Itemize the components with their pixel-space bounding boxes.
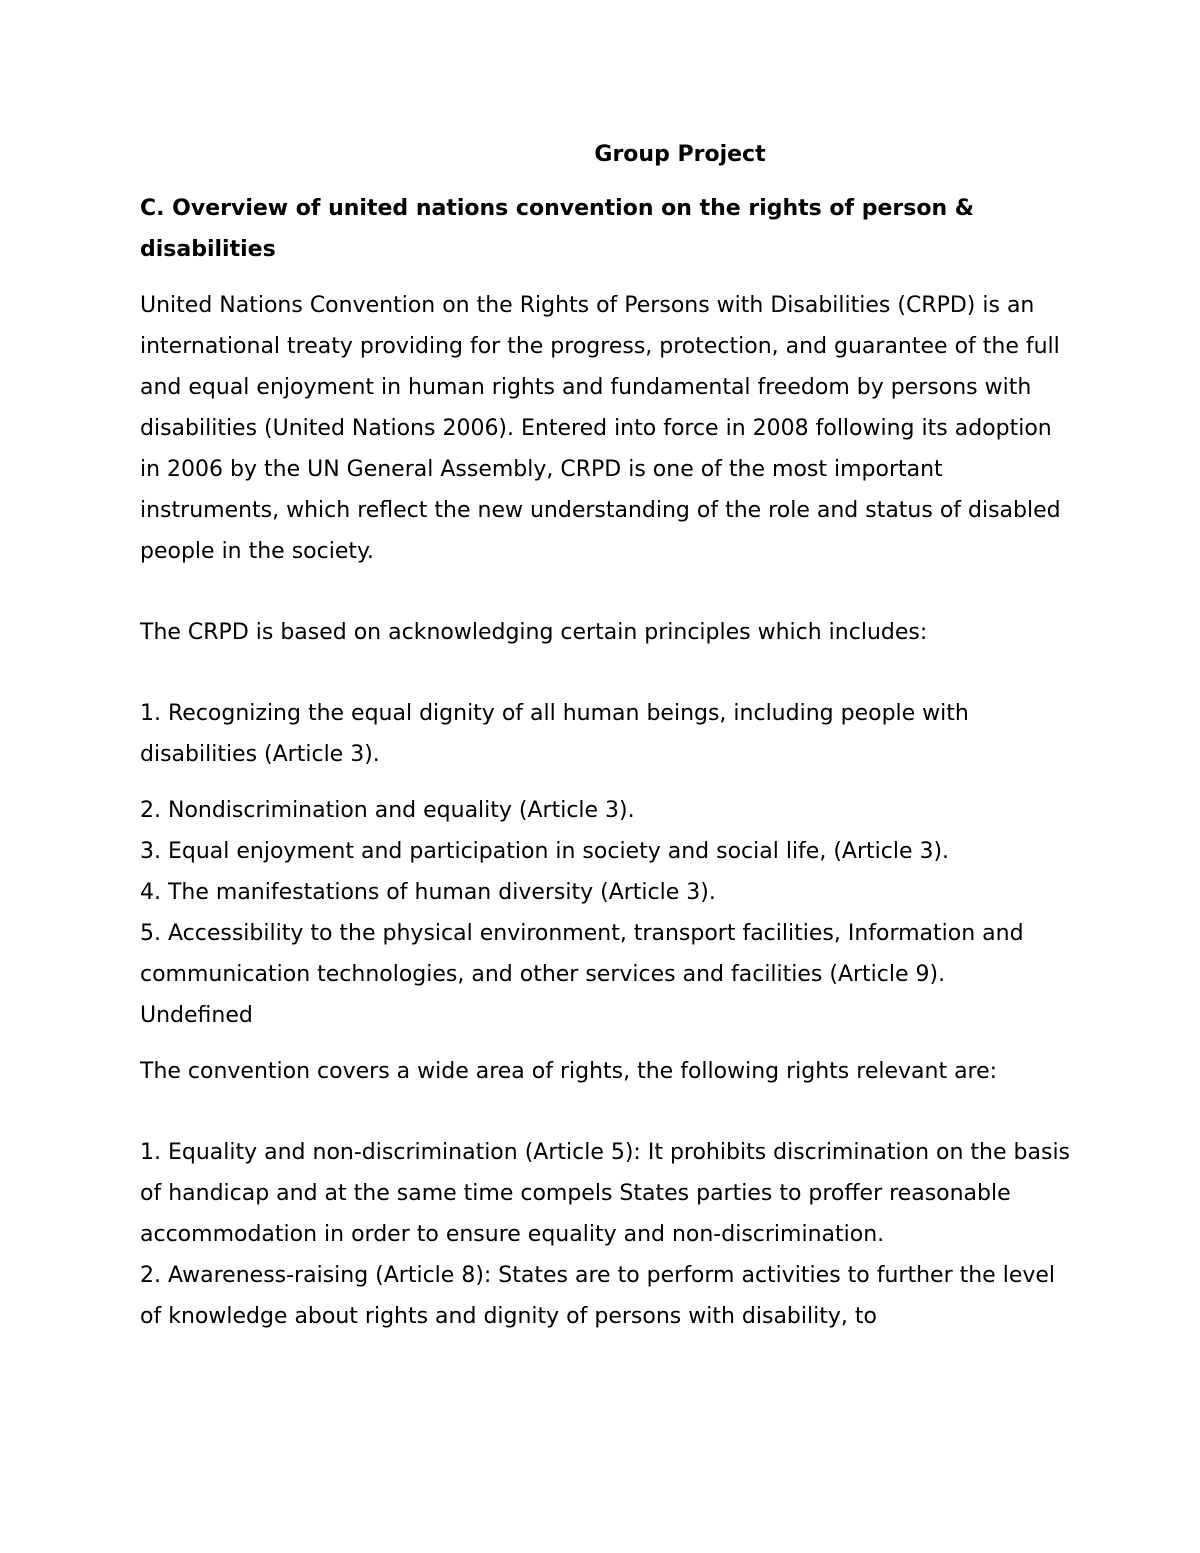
principle-item: 2. Nondiscrimination and equality (Article 3). [140,798,635,823]
principles-list [140,790,1070,1036]
rights-list [140,1132,1070,1337]
principle-item: 1. Recognizing the equal dignity of all human beings, including people with disabilities (Article 3). [140,701,969,767]
principle-item: 5. Accessibility to the physical environment, transport facilities, Information and communication technologies, and other services and facilities (Article 9). [140,921,1024,987]
rights-item: 2. Awareness-raising (Article 8): States are to perform activities to further the level of knowledge about rights and dignity of persons with disability, to [140,1263,1056,1329]
document-page [140,136,1070,1337]
rights-item: 1. Equality and non-discrimination (Article 5): It prohibits discrimination on the basis of handicap and at the same time compels States parties to proffer reasonable accommodation in order to ensure equality and non-discrimination. [140,1140,1071,1247]
undefined-text: Undefined [140,1003,253,1028]
section-heading: C. Overview of united nations convention on the rights of person & disabilities [140,196,974,262]
rights-intro: The convention covers a wide area of rights, the following rights relevant are: [140,1059,998,1084]
principle-item: 3. Equal enjoyment and participation in society and social life, (Article 3). [140,839,950,864]
intro-paragraph: United Nations Convention on the Rights of Persons with Disabilities (CRPD) is an international treaty providing for the progress, protection, and guarantee of the full and equal enjoyment in human rights and fundamental freedom by persons with disabilities (United Nations 2006). Entered into force in 2008 following its adoption in 2006 by the UN General Assembly, CRPD is one of the most important instruments, which reflect the new understanding of the role and status of disabled people in the society. [140,293,1061,564]
principles-intro: The CRPD is based on acknowledging certain principles which includes: [140,620,928,645]
principle-item: 4. The manifestations of human diversity (Article 3). [140,880,716,905]
document-title: Group Project [594,142,766,167]
